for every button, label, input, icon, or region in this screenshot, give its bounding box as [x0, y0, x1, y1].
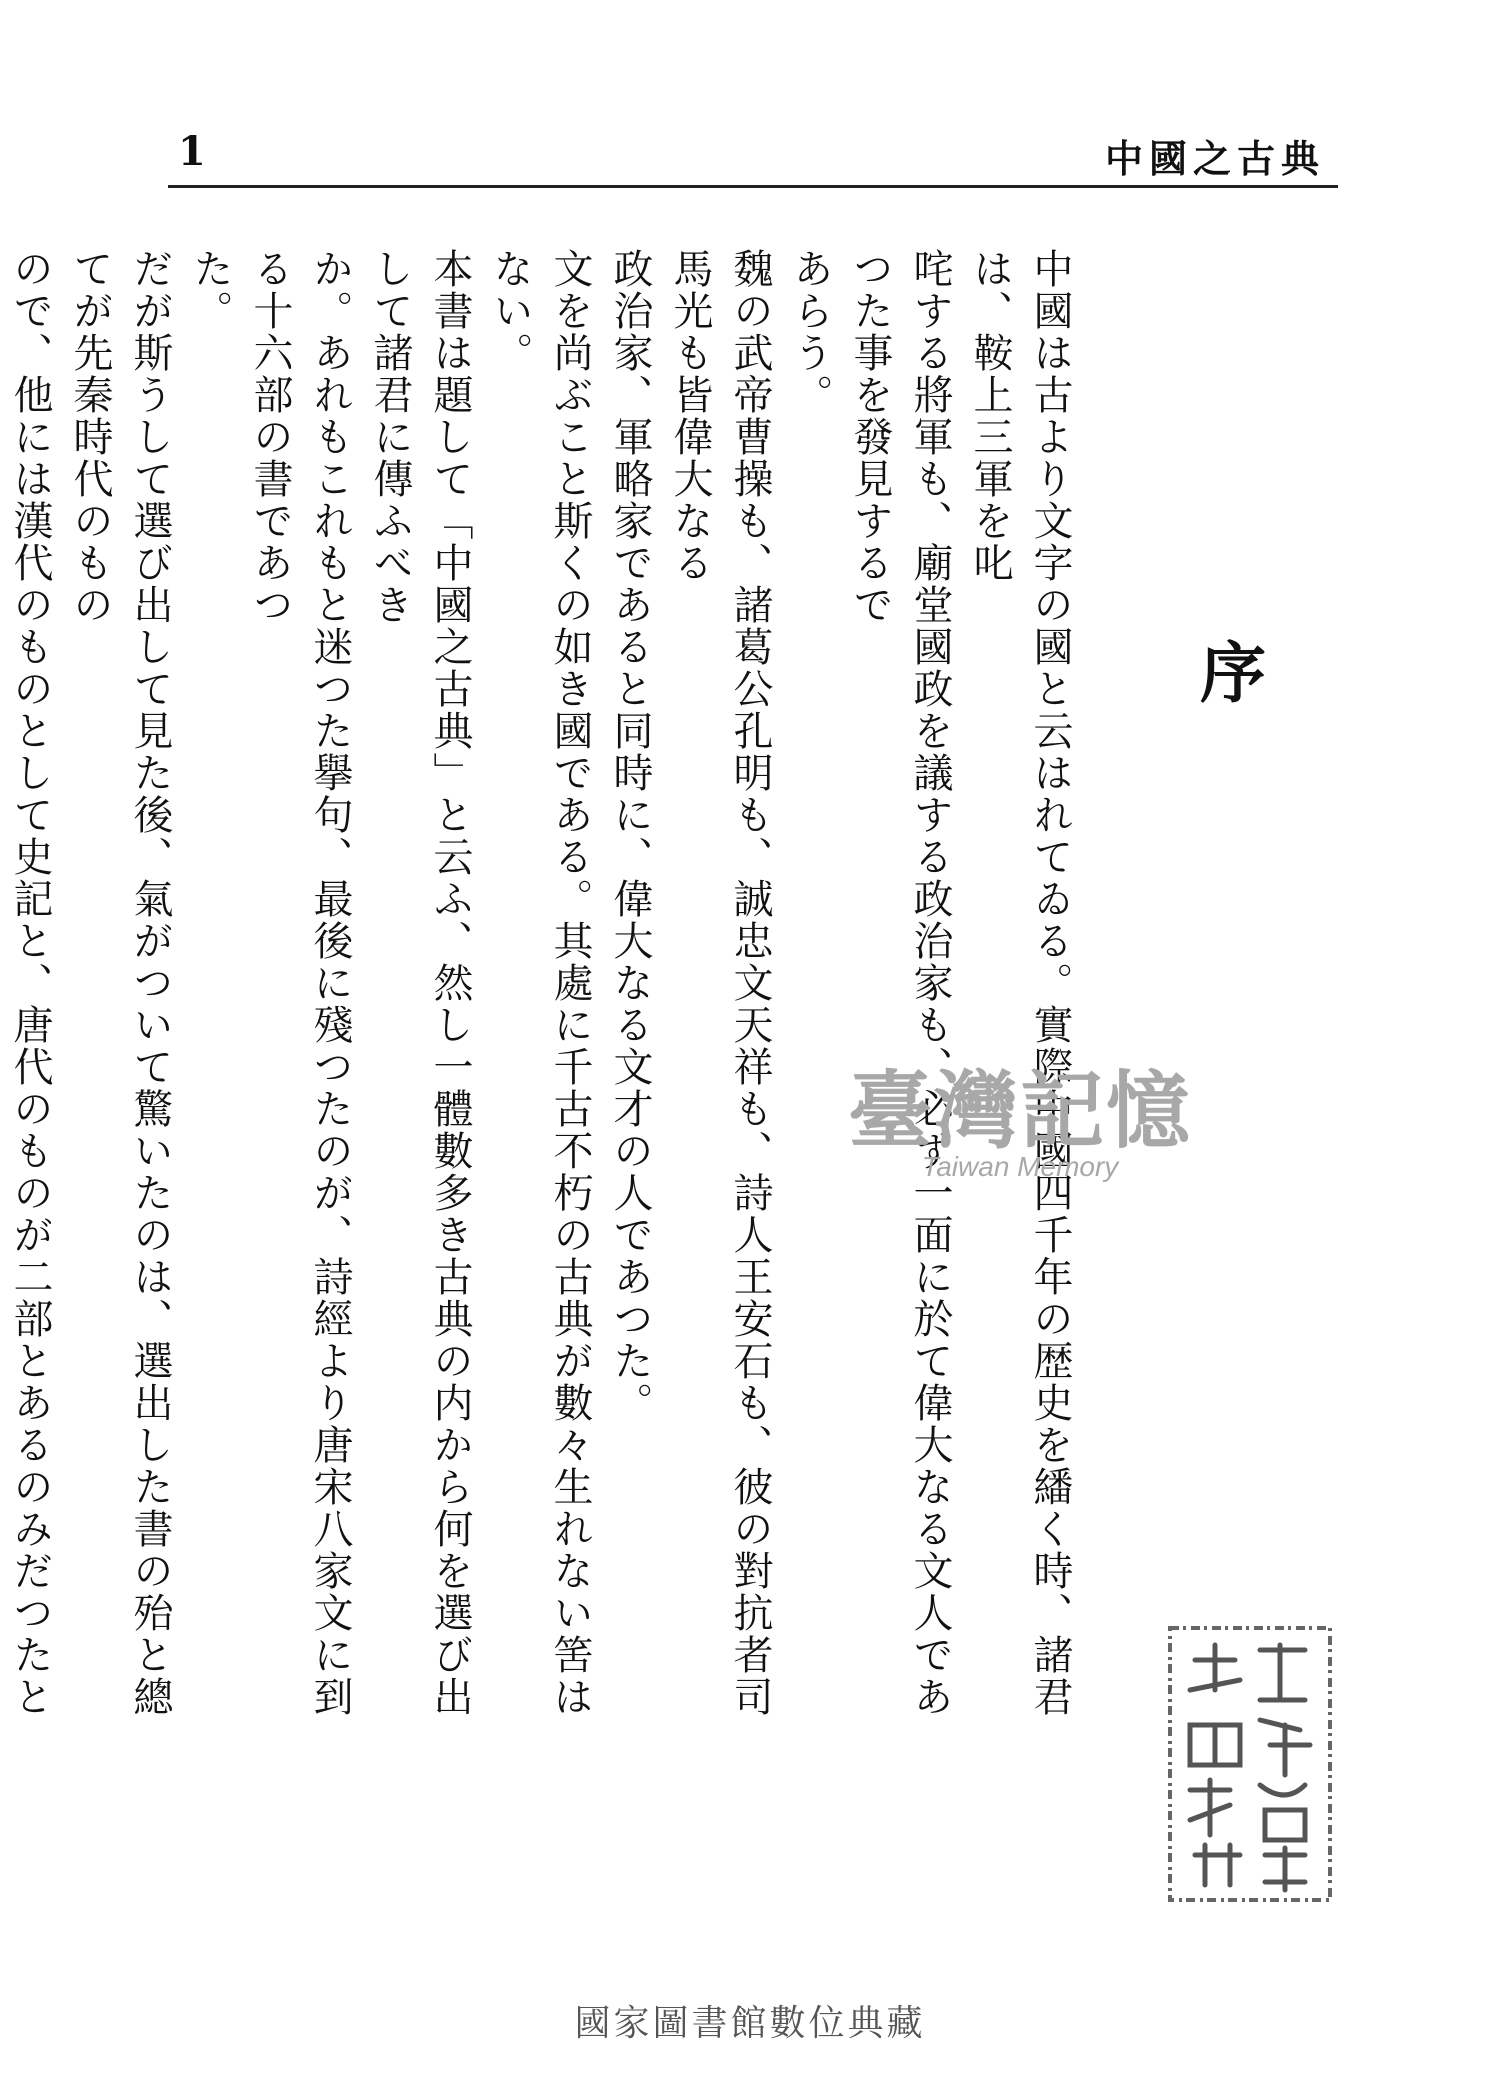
body-line: 魏の武帝曹操も、諸葛公孔明も、誠忠文天祥も、詩人王安石も、彼の對抗者司馬光も皆偉大なる [667, 248, 773, 1718]
body-line: か。あれもこれもと迷つた擧句、最後に殘つたのが、詩經より唐宋八家文に到る十六部の書であつ [247, 248, 353, 1718]
body-line: あらう。 [787, 248, 833, 416]
body-line: 中國は古より文字の國と云はれてゐる。實際中國四千年の歴史を繙く時、諸君は、鞍上三軍を叱 [967, 248, 1073, 1718]
body-text [7, 248, 1080, 1748]
body-line: た。 [187, 248, 233, 332]
body-line: だが斯うして選び出して見た後、氣がついて驚いたのは、選出した書の殆と總てが先秦時代のもの [67, 248, 173, 1718]
body-line: ので、他には漢代のものとして史記と、唐代のものが二部とあるのみだつたと [7, 248, 53, 1718]
library-seal-stamp [1160, 1620, 1340, 1910]
footer-attribution: 國家圖書館數位典藏 [574, 2003, 926, 2044]
body-line: 咤する將軍も、廟堂國政を議する政治家も、必ず一面に於て偉大なる文人であつた事を發見するで [847, 248, 953, 1718]
seal-stamp-icon [1160, 1620, 1340, 1910]
section-heading: 序 [1200, 634, 1266, 712]
body-line: 政治家、軍略家であると同時に、偉大なる文才の人であつた。 [607, 248, 653, 1424]
watermark-en-text: Taiwan Memory [921, 1151, 1119, 1182]
running-title: 中國之古典 [1104, 136, 1325, 181]
body-line: 文を尚ぶこと斯くの如き國である。其處に千古不朽の古典が數々生れない筈はない。 [487, 248, 593, 1718]
watermark [820, 1061, 1220, 1183]
header-rule [168, 185, 1338, 188]
watermark-cn-text: 臺灣記憶 [847, 1061, 1192, 1160]
page-number: 1 [178, 128, 206, 175]
body-line: 本書は題して「中國之古典」と云ふ、然し一體數多き古典の内から何を選び出して諸君に傳ふべき [367, 248, 473, 1718]
